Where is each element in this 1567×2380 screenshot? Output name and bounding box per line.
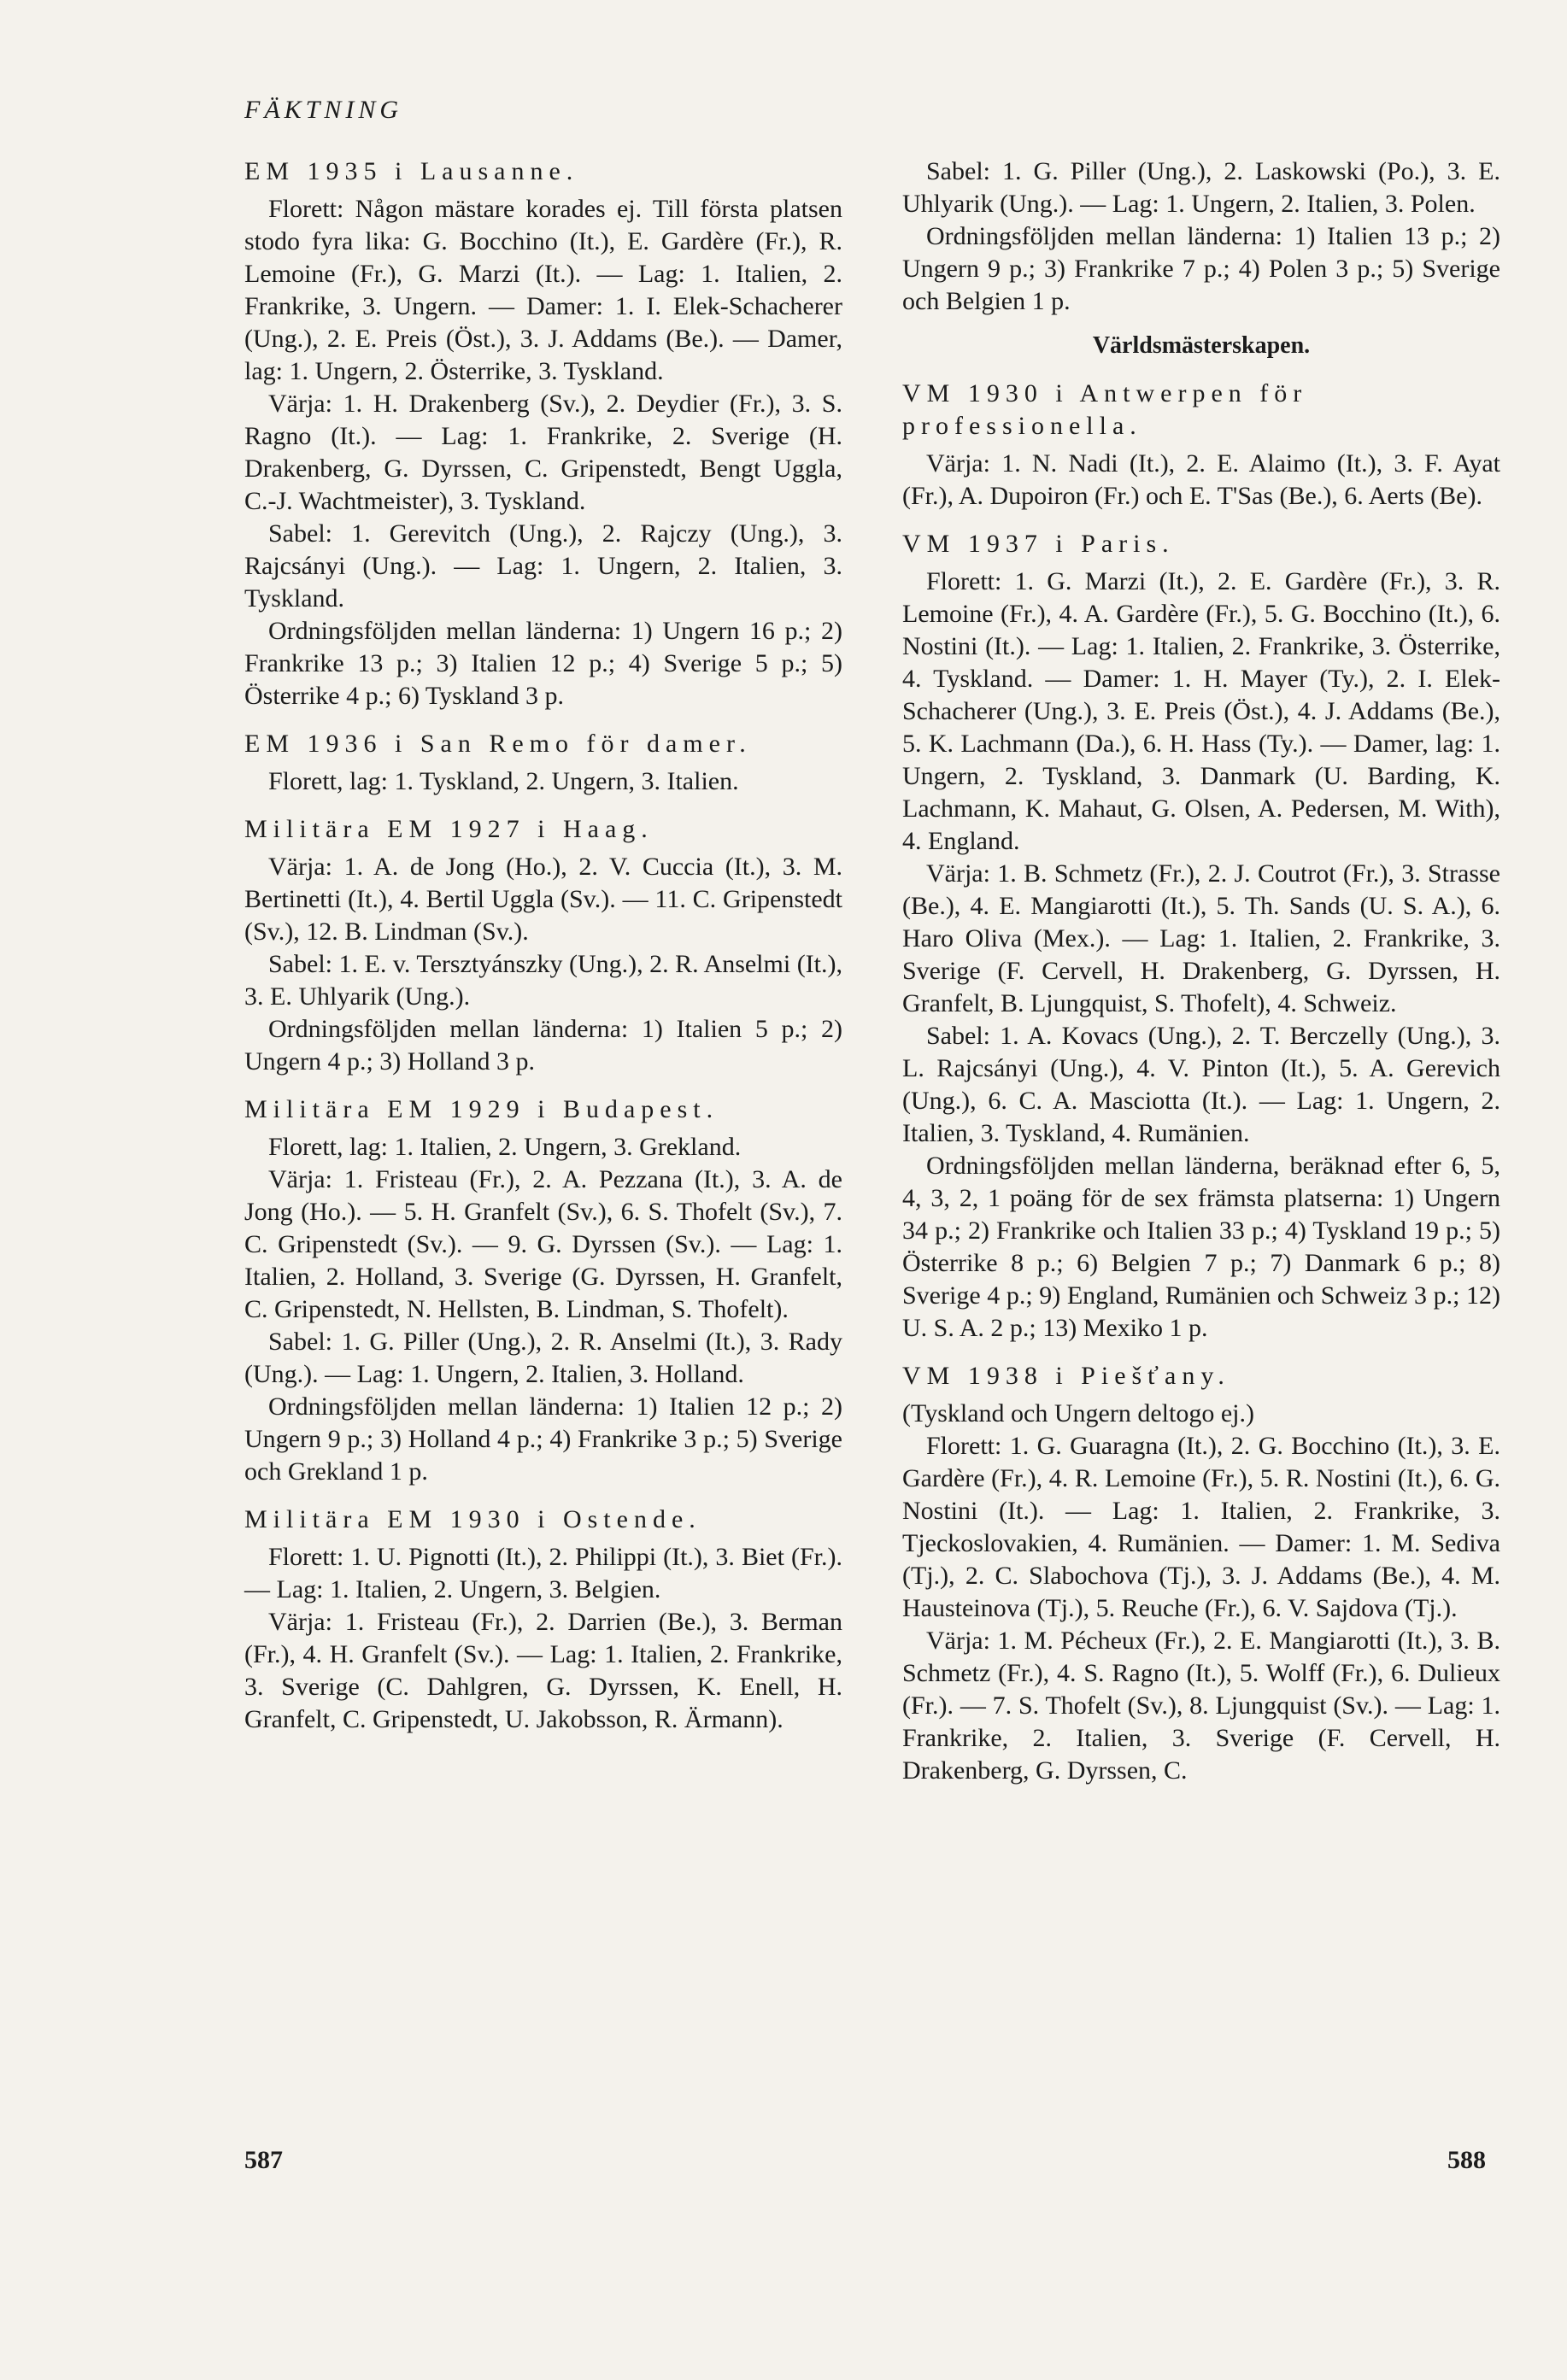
- paragraph: Värja: 1. H. Drakenberg (Sv.), 2. Deydier (Fr.), 3. S. Ragno (It.). — Lag: 1. Frankrike, 2. Sverige (H. Drakenberg, G. Dyrssen, C. Gripenstedt, Bengt Uggla, C.-J. Wachtmeister), 3. Tyskland.: [244, 390, 842, 515]
- paragraph: Värja: 1. B. Schmetz (Fr.), 2. J. Coutrot (Fr.), 3. Strasse (Be.), 4. E. Mangiarotti (It.), 5. Th. Sands (U. S. A.), 6. Haro Oliva (Mex.). — Lag: 1. Italien, 2. Frankrike, 3. Sverige (F. Cervell, H. Drakenberg, G. Dyrssen, H. Granfelt, B. Ljungquist, S. Thofelt), 4. Schweiz.: [902, 859, 1500, 1017]
- paragraph: Sabel: 1. G. Piller (Ung.), 2. R. Anselmi (It.), 3. Rady (Ung.). — Lag: 1. Ungern, 2. Italien, 3. Holland.: [244, 1328, 842, 1388]
- paragraph: Florett, lag: 1. Tyskland, 2. Ungern, 3. Italien.: [268, 767, 739, 795]
- section-title: EM 1936 i San Remo för damer.: [244, 730, 752, 758]
- paragraph: Ordningsföljden mellan länderna, beräknad efter 6, 5, 4, 3, 2, 1 poäng för de sex främsta platserna: 1) Ungern 34 p.; 2) Frankrike och Italien 33 p.; 4) Tyskland 19 p.; 5) Österrike 8 p.; 6) Belgien 7 p.; 7) Danmark 6 p.; 8) Sverige 4 p.; 9) England, Rumänien och Schweiz 3 p.; 12) U. S. A. 2 p.; 13) Mexiko 1 p.: [902, 1152, 1500, 1342]
- paragraph: Värja: 1. Fristeau (Fr.), 2. A. Pezzana (It.), 3. A. de Jong (Ho.). — 5. H. Granfelt (Sv.), 6. S. Thofelt (Sv.), 7. C. Gripenstedt (Sv.). — 9. G. Dyrssen (Sv.). — Lag: 1. Italien, 2. Holland, 3. Sverige (G. Dyrssen, H. Granfelt, C. Gripenstedt, N. Hellsten, B. Lindman, S. Thofelt).: [244, 1165, 842, 1323]
- section-title: Militära EM 1929 i Budapest.: [244, 1095, 719, 1123]
- page-number-right: 588: [1447, 2146, 1486, 2174]
- paragraph: Florett: 1. G. Marzi (It.), 2. E. Gardère (Fr.), 3. R. Lemoine (Fr.), 4. A. Gardère (Fr.), 5. G. Bocchino (It.), 6. Nostini (It.). — Lag: 1. Italien, 2. Frankrike, 3. Österrike, 4. Tyskland. — Damer: 1. H. Mayer (Ty.), 2. I. Elek-Schacherer (Ung.), 3. E. Preis (Öst.), 4. J. Addams (Be.), 5. K. Lachmann (Da.), 6. H. Hass (Ty.). — Damer, lag: 1. Ungern, 2. Tyskland, 3. Danmark (U. Barding, K. Lachmann, K. Mahaut, G. Olsen, A. Pedersen, M. With), 4. England.: [902, 567, 1500, 855]
- paragraph: Sabel: 1. A. Kovacs (Ung.), 2. T. Berczelly (Ung.), 3. L. Rajcsányi (Ung.), 4. V. Pinton (It.), 5. A. Gerevich (Ung.), 6. C. A. Masciotta (It.). — Lag: 1. Ungern, 2. Italien, 3. Tyskland, 4. Rumänien.: [902, 1022, 1500, 1147]
- paragraph: Sabel: 1. G. Piller (Ung.), 2. Laskowski (Po.), 3. E. Uhlyarik (Ung.). — Lag: 1. Ungern, 2. Italien, 3. Polen.: [902, 157, 1500, 218]
- section-title: EM 1935 i Lausanne.: [244, 157, 579, 185]
- paragraph: Sabel: 1. Gerevitch (Ung.), 2. Rajczy (Ung.), 3. Rajcsányi (Ung.). — Lag: 1. Ungern, 2. Italien, 3. Tyskland.: [244, 519, 842, 613]
- paragraph: Sabel: 1. E. v. Tersztyánszky (Ung.), 2. R. Anselmi (It.), 3. E. Uhlyarik (Ung.).: [244, 950, 842, 1011]
- paragraph: Florett, lag: 1. Italien, 2. Ungern, 3. Grekland.: [268, 1133, 742, 1161]
- section-title: Militära EM 1930 i Ostende.: [244, 1505, 701, 1533]
- paragraph: Florett: 1. G. Guaragna (It.), 2. G. Bocchino (It.), 3. E. Gardère (Fr.), 4. R. Lemoine (Fr.), 5. R. Nostini (It.), 6. G. Nostini (It.). — Lag: 1. Italien, 2. Frankrike, 3. Tjeckoslovakien, 4. Rumänien. — Damer: 1. M. Sediva (Tj.), 2. C. Slabochova (Tj.), 3. J. Addams (Be.), 4. M. Hausteinova (Tj.), 5. Reuche (Fr.), 6. V. Sajdova (Tj.).: [902, 1432, 1500, 1622]
- paragraph: Florett: Någon mästare korades ej. Till första platsen stodo fyra lika: G. Bocchino (It.), E. Gardère (Fr.), R. Lemoine (Fr.), G. Marzi (It.). — Lag: 1. Italien, 2. Frankrike, 3. Ungern. — Damer: 1. I. Elek-Schacherer (Ung.), 2. E. Preis (Öst.), 3. J. Addams (Be.). — Damer, lag: 1. Ungern, 2. Österrike, 3. Tyskland.: [244, 195, 842, 385]
- left-column: [244, 155, 842, 1736]
- section-title: VM 1937 i Paris.: [902, 530, 1175, 558]
- paragraph: Ordningsföljden mellan länderna: 1) Italien 13 p.; 2) Ungern 9 p.; 3) Frankrike 7 p.; 4) Polen 3 p.; 5) Sverige och Belgien 1 p.: [902, 222, 1500, 315]
- paragraph: Värja: 1. Fristeau (Fr.), 2. Darrien (Be.), 3. Berman (Fr.), 4. H. Granfelt (Sv.). — Lag: 1. Italien, 2. Frankrike, 3. Sverige (C. Dahlgren, G. Dyrssen, K. Enell, H. Granfelt, C. Gripenstedt, U. Jakobsson, R. Ärmann).: [244, 1608, 842, 1733]
- paragraph: Ordningsföljden mellan länderna: 1) Italien 12 p.; 2) Ungern 9 p.; 3) Holland 4 p.; 4) Frankrike 3 p.; 5) Sverige och Grekland 1 p.: [244, 1392, 842, 1486]
- paragraph: Värja: 1. M. Pécheux (Fr.), 2. E. Mangiarotti (It.), 3. B. Schmetz (Fr.), 4. S. Ragno (It.), 5. Wolff (Fr.), 6. Dulieux (Fr.). — 7. S. Thofelt (Sv.), 8. Ljungquist (Sv.). — Lag: 1. Frankrike, 2. Italien, 3. Sverige (F. Cervell, H. Drakenberg, G. Dyrssen, C.: [902, 1627, 1500, 1785]
- paragraph: Ordningsföljden mellan länderna: 1) Italien 5 p.; 2) Ungern 4 p.; 3) Holland 3 p.: [244, 1015, 842, 1076]
- paragraph: Ordningsföljden mellan länderna: 1) Ungern 16 p.; 2) Frankrike 13 p.; 3) Italien 12 p.; 4) Sverige 5 p.; 5) Österrike 4 p.; 6) Tyskland 3 p.: [244, 617, 842, 710]
- section-title: VM 1930 i Antwerpen för professionella.: [902, 379, 1308, 440]
- paragraph: Florett: 1. U. Pignotti (It.), 2. Philippi (It.), 3. Biet (Fr.). — Lag: 1. Italien, 2. Ungern, 3. Belgien.: [244, 1543, 842, 1603]
- note: (Tyskland och Ungern deltogo ej.): [902, 1399, 1254, 1427]
- right-column: [902, 155, 1500, 1787]
- paragraph: Värja: 1. A. de Jong (Ho.), 2. V. Cuccia (It.), 3. M. Bertinetti (It.), 4. Bertil Uggla (Sv.). — 11. C. Gripenstedt (Sv.), 12. B. Lindman (Sv.).: [244, 853, 842, 946]
- section-heading: Världsmästerskapen.: [1092, 332, 1311, 359]
- page-number-left: 587: [244, 2146, 283, 2174]
- section-title: Militära EM 1927 i Haag.: [244, 815, 654, 843]
- paragraph: Värja: 1. N. Nadi (It.), 2. E. Alaimo (It.), 3. F. Ayat (Fr.), A. Dupoiron (Fr.) och E. T'Sas (Be.), 6. Aerts (Be).: [902, 449, 1500, 510]
- running-header: FÄKTNING: [244, 96, 403, 124]
- section-title: VM 1938 i Piešťany.: [902, 1362, 1230, 1390]
